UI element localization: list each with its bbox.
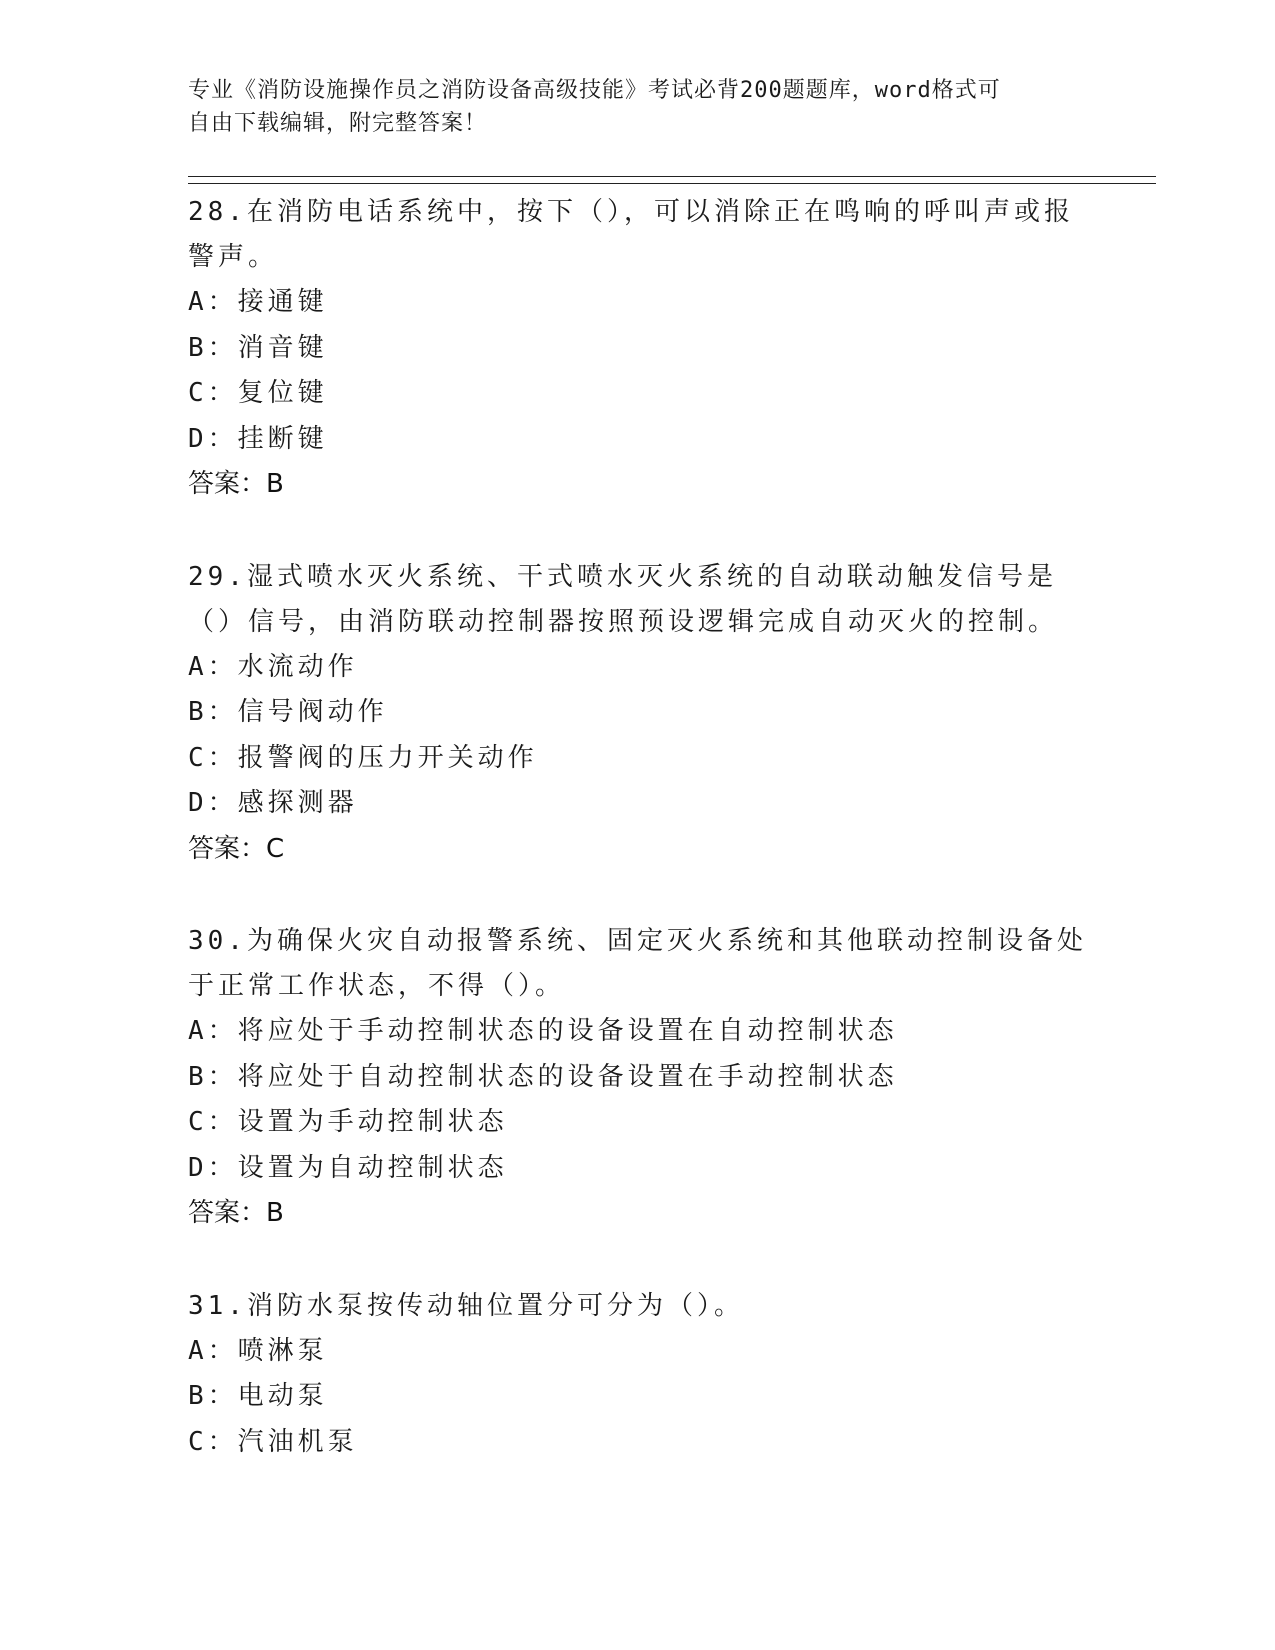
option-a: A：接通键 xyxy=(188,287,328,317)
option-b: B：电动泵 xyxy=(188,1381,328,1411)
question-31 xyxy=(188,1284,1088,1466)
question-stem: 28.在消防电话系统中，按下（），可以消除正在鸣响的呼叫声或报警声。 xyxy=(188,197,1074,272)
document-header xyxy=(188,74,1088,140)
question-30 xyxy=(188,919,1088,1237)
question-29 xyxy=(188,555,1088,873)
header-divider-bottom xyxy=(188,183,1156,184)
question-list xyxy=(188,190,1088,1512)
option-b: B：消音键 xyxy=(188,332,328,363)
question-stem: 29.湿式喷水灭火系统、干式喷水灭火系统的自动联动触发信号是（）信号，由消防联动控制器按照预设逻辑完成自动灭火的控制。 xyxy=(188,561,1059,637)
option-a: A：水流动作 xyxy=(188,651,358,682)
option-c: C：报警阀的压力开关动作 xyxy=(188,742,538,773)
answer: 答案：B xyxy=(188,469,284,499)
answer: 答案：C xyxy=(188,833,285,864)
option-a: A：将应处于手动控制状态的设备设置在自动控制状态 xyxy=(188,1016,898,1046)
question-stem: 30.为确保火灾自动报警系统、固定灭火系统和其他联动控制设备处于正常工作状态，不得（）。 xyxy=(188,926,1087,1001)
option-c: C：汽油机泵 xyxy=(188,1426,358,1457)
answer: 答案：B xyxy=(188,1198,284,1228)
header-line-1: 专业《消防设施操作员之消防设备高级技能》考试必背200题题库，word格式可 xyxy=(188,78,1001,103)
question-28 xyxy=(188,190,1088,508)
option-d: D：感探测器 xyxy=(188,788,358,818)
option-b: B：将应处于自动控制状态的设备设置在手动控制状态 xyxy=(188,1061,898,1092)
header-line-2: 自由下载编辑，附完整答案！ xyxy=(188,111,488,136)
option-d: D：设置为自动控制状态 xyxy=(188,1152,508,1183)
option-a: A：喷淋泵 xyxy=(188,1335,328,1366)
header-divider-top xyxy=(188,176,1156,177)
option-d: D：挂断键 xyxy=(188,423,328,454)
question-stem: 31.消防水泵按传动轴位置分可分为（）。 xyxy=(188,1290,744,1321)
option-b: B：信号阀动作 xyxy=(188,697,388,727)
option-c: C：设置为手动控制状态 xyxy=(188,1107,508,1137)
option-c: C：复位键 xyxy=(188,378,328,408)
